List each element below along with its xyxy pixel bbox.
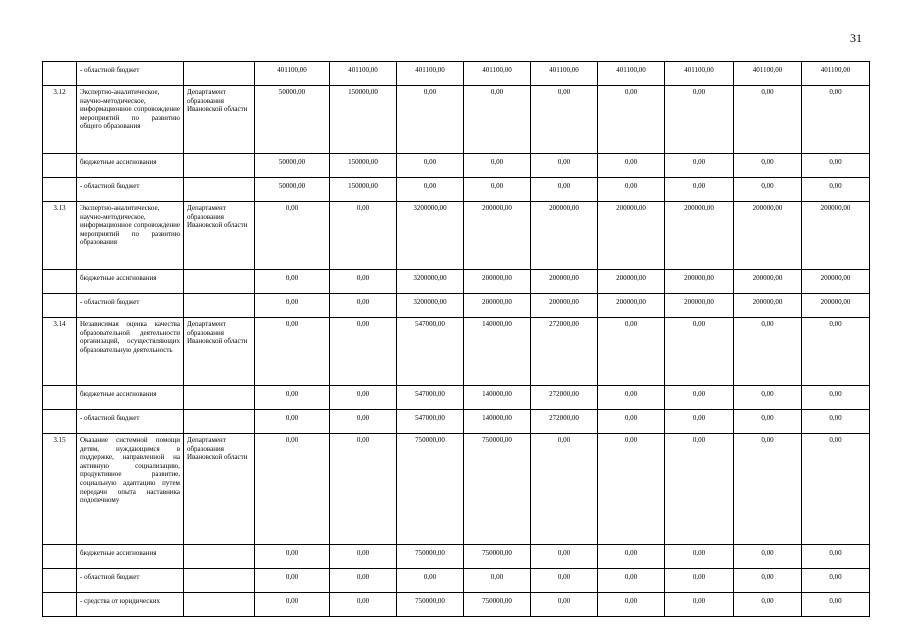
amount-cell: 0,00: [802, 318, 870, 386]
amount-cell: 0,00: [330, 294, 397, 318]
amount-cell: 0,00: [734, 154, 802, 178]
amount-cell: 0,00: [255, 318, 330, 386]
activity-name-cell: - средства от юридических: [77, 593, 184, 617]
amount-cell: 750000,00: [464, 545, 531, 569]
amount-cell: 50000,00: [255, 154, 330, 178]
amount-cell: 0,00: [802, 410, 870, 434]
amount-cell: 0,00: [531, 178, 598, 202]
amount-cell: 0,00: [665, 318, 734, 386]
amount-cell: 0,00: [598, 545, 665, 569]
amount-cell: 750000,00: [464, 593, 531, 617]
amount-cell: 0,00: [397, 569, 464, 593]
amount-cell: 0,00: [531, 154, 598, 178]
amount-cell: 50000,00: [255, 86, 330, 154]
activity-name-cell: - областной бюджет: [77, 62, 184, 86]
table-row: [43, 178, 870, 202]
executor-cell: [184, 154, 255, 178]
amount-cell: 0,00: [255, 294, 330, 318]
row-number-cell: [43, 410, 77, 434]
amount-cell: 0,00: [802, 593, 870, 617]
amount-cell: 200000,00: [802, 294, 870, 318]
amount-cell: 0,00: [802, 154, 870, 178]
activity-name-cell: - областной бюджет: [77, 410, 184, 434]
amount-cell: 0,00: [802, 434, 870, 545]
executor-cell: Департамент образования Ивановской области: [184, 202, 255, 270]
amount-cell: 0,00: [802, 569, 870, 593]
amount-cell: 50000,00: [255, 178, 330, 202]
amount-cell: 200000,00: [598, 270, 665, 294]
amount-cell: 140000,00: [464, 410, 531, 434]
amount-cell: 0,00: [734, 386, 802, 410]
amount-cell: 0,00: [397, 86, 464, 154]
amount-cell: 0,00: [665, 178, 734, 202]
amount-cell: 0,00: [598, 318, 665, 386]
executor-cell: [184, 294, 255, 318]
amount-cell: 547000,00: [397, 386, 464, 410]
table-body: [43, 62, 870, 617]
table-row: [43, 410, 870, 434]
activity-name-cell: бюджетные ассигнования: [77, 154, 184, 178]
activity-name-cell: Экспертно-аналитическое, научно-методическое, информационное сопровождение мероприятий по развитию общего образования: [77, 86, 184, 154]
row-number-cell: [43, 270, 77, 294]
executor-cell: Департамент образования Ивановской области: [184, 434, 255, 545]
row-number-cell: 3.12: [43, 86, 77, 154]
amount-cell: 200000,00: [734, 294, 802, 318]
table-row: [43, 154, 870, 178]
table-row: [43, 294, 870, 318]
amount-cell: 0,00: [734, 318, 802, 386]
amount-cell: 272000,00: [531, 318, 598, 386]
amount-cell: 0,00: [255, 545, 330, 569]
amount-cell: 401100,00: [397, 62, 464, 86]
amount-cell: 547000,00: [397, 410, 464, 434]
amount-cell: 401100,00: [665, 62, 734, 86]
amount-cell: 200000,00: [734, 270, 802, 294]
amount-cell: 401100,00: [330, 62, 397, 86]
amount-cell: 0,00: [598, 178, 665, 202]
executor-cell: [184, 569, 255, 593]
amount-cell: 0,00: [255, 410, 330, 434]
budget-table: [42, 61, 870, 617]
amount-cell: 750000,00: [397, 593, 464, 617]
amount-cell: 0,00: [665, 593, 734, 617]
amount-cell: 0,00: [734, 178, 802, 202]
amount-cell: 0,00: [734, 545, 802, 569]
amount-cell: 547000,00: [397, 318, 464, 386]
amount-cell: 200000,00: [464, 294, 531, 318]
amount-cell: 0,00: [734, 593, 802, 617]
amount-cell: 3200000,00: [397, 202, 464, 270]
amount-cell: 0,00: [464, 178, 531, 202]
row-number-cell: [43, 569, 77, 593]
amount-cell: 3200000,00: [397, 270, 464, 294]
amount-cell: 200000,00: [665, 202, 734, 270]
amount-cell: 401100,00: [531, 62, 598, 86]
amount-cell: 0,00: [330, 434, 397, 545]
executor-cell: [184, 545, 255, 569]
table-row: [43, 318, 870, 386]
amount-cell: 750000,00: [397, 545, 464, 569]
amount-cell: 0,00: [330, 569, 397, 593]
amount-cell: 0,00: [255, 270, 330, 294]
activity-name-cell: Независимая оценка качества образовательной деятельности организаций, осуществляющих образовательную деятельность: [77, 318, 184, 386]
amount-cell: 0,00: [665, 386, 734, 410]
amount-cell: 401100,00: [464, 62, 531, 86]
amount-cell: 0,00: [330, 270, 397, 294]
executor-cell: [184, 386, 255, 410]
amount-cell: 401100,00: [734, 62, 802, 86]
table-row: [43, 202, 870, 270]
page-number: 31: [850, 31, 862, 45]
amount-cell: 200000,00: [665, 270, 734, 294]
amount-cell: 150000,00: [330, 178, 397, 202]
amount-cell: 0,00: [464, 569, 531, 593]
amount-cell: 0,00: [397, 154, 464, 178]
row-number-cell: [43, 294, 77, 318]
amount-cell: 200000,00: [531, 202, 598, 270]
amount-cell: 3200000,00: [397, 294, 464, 318]
amount-cell: 0,00: [665, 154, 734, 178]
amount-cell: 0,00: [802, 545, 870, 569]
executor-cell: [184, 410, 255, 434]
amount-cell: 0,00: [255, 593, 330, 617]
amount-cell: 0,00: [802, 386, 870, 410]
amount-cell: 401100,00: [802, 62, 870, 86]
amount-cell: 0,00: [531, 569, 598, 593]
amount-cell: 0,00: [665, 569, 734, 593]
amount-cell: 0,00: [734, 434, 802, 545]
table-row: [43, 434, 870, 545]
amount-cell: 140000,00: [464, 318, 531, 386]
amount-cell: 0,00: [734, 569, 802, 593]
amount-cell: 200000,00: [531, 294, 598, 318]
amount-cell: 272000,00: [531, 386, 598, 410]
amount-cell: 150000,00: [330, 154, 397, 178]
amount-cell: 750000,00: [397, 434, 464, 545]
amount-cell: 0,00: [330, 318, 397, 386]
activity-name-cell: бюджетные ассигнования: [77, 545, 184, 569]
amount-cell: 0,00: [531, 593, 598, 617]
amount-cell: 0,00: [598, 593, 665, 617]
amount-cell: 0,00: [802, 86, 870, 154]
amount-cell: 0,00: [330, 202, 397, 270]
amount-cell: 0,00: [255, 434, 330, 545]
amount-cell: 272000,00: [531, 410, 598, 434]
amount-cell: 200000,00: [531, 270, 598, 294]
amount-cell: 0,00: [330, 593, 397, 617]
row-number-cell: [43, 545, 77, 569]
amount-cell: 0,00: [330, 410, 397, 434]
amount-cell: 200000,00: [598, 202, 665, 270]
executor-cell: Департамент образования Ивановской области: [184, 318, 255, 386]
amount-cell: 200000,00: [665, 294, 734, 318]
amount-cell: 200000,00: [464, 270, 531, 294]
amount-cell: 0,00: [598, 434, 665, 545]
table-row: [43, 545, 870, 569]
executor-cell: [184, 593, 255, 617]
amount-cell: 0,00: [598, 86, 665, 154]
activity-name-cell: - областной бюджет: [77, 569, 184, 593]
executor-cell: Департамент образования Ивановской области: [184, 86, 255, 154]
amount-cell: 0,00: [464, 154, 531, 178]
row-number-cell: [43, 154, 77, 178]
activity-name-cell: бюджетные ассигнования: [77, 386, 184, 410]
amount-cell: 0,00: [531, 434, 598, 545]
amount-cell: 401100,00: [598, 62, 665, 86]
row-number-cell: [43, 178, 77, 202]
activity-name-cell: - областной бюджет: [77, 294, 184, 318]
activity-name-cell: Оказание системной помощи детям, нуждающимся в поддержке, направленной на активную социализацию, продуктивное развитие, социальную адаптацию путем передачи опыта наставника подопечному: [77, 434, 184, 545]
executor-cell: [184, 62, 255, 86]
row-number-cell: [43, 593, 77, 617]
amount-cell: 200000,00: [802, 270, 870, 294]
activity-name-cell: бюджетные ассигнования: [77, 270, 184, 294]
table-row: [43, 593, 870, 617]
amount-cell: 0,00: [598, 410, 665, 434]
amount-cell: 0,00: [802, 178, 870, 202]
row-number-cell: 3.15: [43, 434, 77, 545]
amount-cell: 0,00: [598, 386, 665, 410]
amount-cell: 200000,00: [734, 202, 802, 270]
amount-cell: 0,00: [330, 386, 397, 410]
amount-cell: 0,00: [734, 86, 802, 154]
amount-cell: 401100,00: [255, 62, 330, 86]
row-number-cell: 3.13: [43, 202, 77, 270]
row-number-cell: [43, 386, 77, 410]
row-number-cell: [43, 62, 77, 86]
amount-cell: 0,00: [665, 410, 734, 434]
amount-cell: 0,00: [330, 545, 397, 569]
activity-name-cell: - областной бюджет: [77, 178, 184, 202]
amount-cell: 200000,00: [802, 202, 870, 270]
amount-cell: 0,00: [598, 569, 665, 593]
amount-cell: 0,00: [255, 202, 330, 270]
table-row: [43, 270, 870, 294]
row-number-cell: 3.14: [43, 318, 77, 386]
amount-cell: 0,00: [531, 86, 598, 154]
amount-cell: 750000,00: [464, 434, 531, 545]
executor-cell: [184, 178, 255, 202]
amount-cell: 200000,00: [464, 202, 531, 270]
table-row: [43, 62, 870, 86]
executor-cell: [184, 270, 255, 294]
table-row: [43, 86, 870, 154]
amount-cell: 0,00: [598, 154, 665, 178]
amount-cell: 200000,00: [598, 294, 665, 318]
amount-cell: 0,00: [734, 410, 802, 434]
amount-cell: 0,00: [531, 545, 598, 569]
amount-cell: 150000,00: [330, 86, 397, 154]
activity-name-cell: Экспертно-аналитическое, научно-методическое, информационное сопровождение мероприятий по развитию образования: [77, 202, 184, 270]
amount-cell: 0,00: [665, 545, 734, 569]
table-row: [43, 386, 870, 410]
amount-cell: 0,00: [255, 569, 330, 593]
amount-cell: 0,00: [464, 86, 531, 154]
amount-cell: 0,00: [397, 178, 464, 202]
amount-cell: 0,00: [255, 386, 330, 410]
table-row: [43, 569, 870, 593]
amount-cell: 0,00: [665, 434, 734, 545]
amount-cell: 140000,00: [464, 386, 531, 410]
amount-cell: 0,00: [665, 86, 734, 154]
